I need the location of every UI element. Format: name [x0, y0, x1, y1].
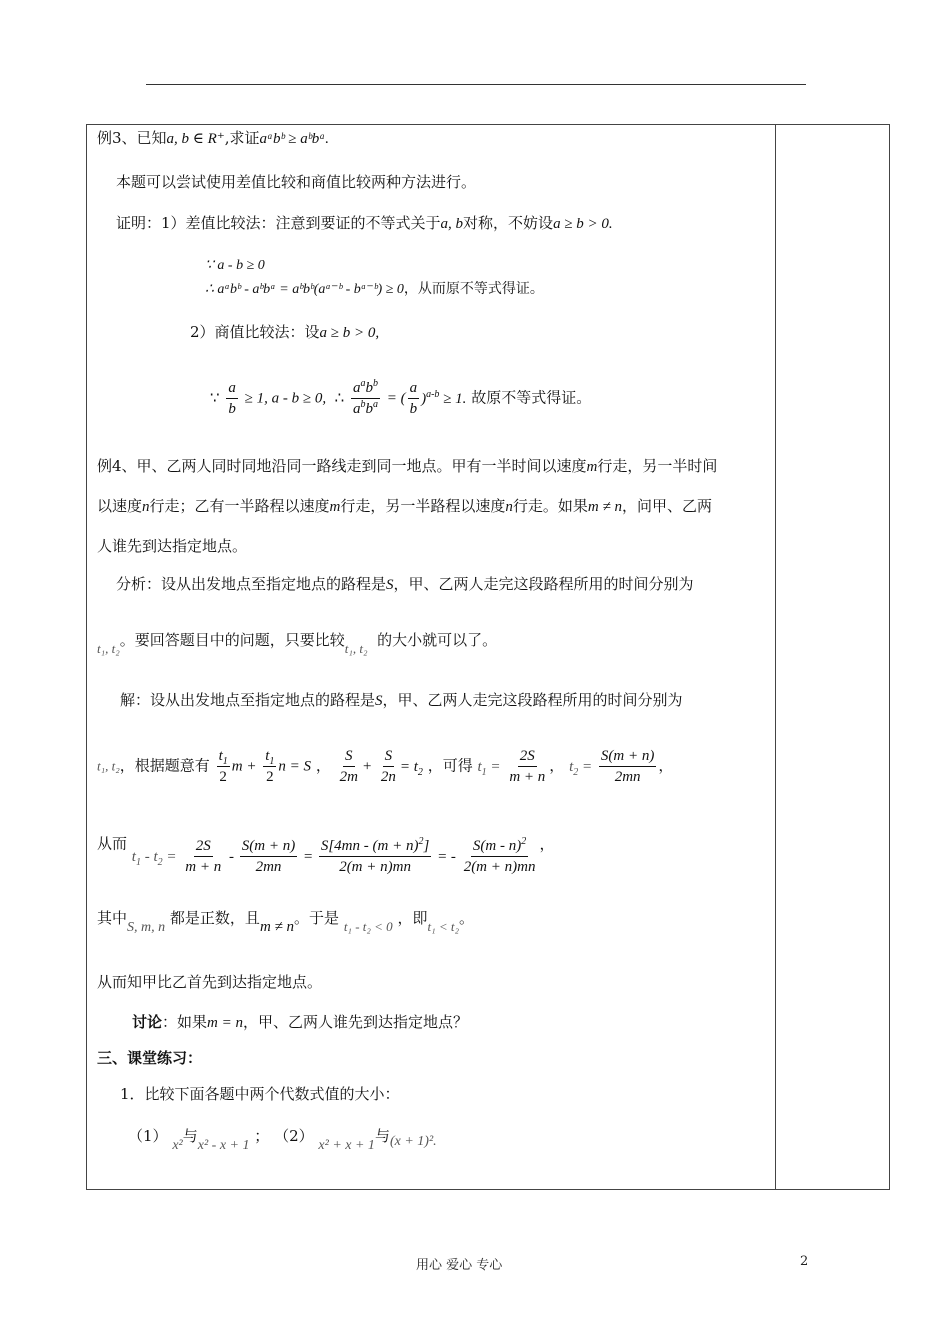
- table-column-divider: [775, 124, 776, 1190]
- footer-motto: 用心 爱心 专心: [416, 1258, 503, 1273]
- page-number: 2: [800, 1254, 809, 1269]
- example4-line1: 例4、甲、乙两人同时同地沿同一路线走到同一地点。甲有一半时间以速度m行走，另一半时间: [97, 457, 718, 475]
- example4-discussion: 讨论：如果m = n，甲、乙两人谁先到达指定地点？: [132, 1013, 469, 1031]
- example3-proof1: 证明：1）差值比较法：注意到要证的不等式关于a, b对称，不妨设a ≥ b > 0.: [116, 214, 613, 232]
- example3-step2: ∴ aᵃbᵇ - aᵇbᵃ = aᵇbᵇ(aᵃ⁻ᵇ - bᵃ⁻ᵇ) ≥ 0，从而原不等式得证。: [205, 281, 544, 297]
- example4-line2: 以速度n行走；乙有一半路程以速度m行走，另一半路程以速度n行走。如果m ≠ n，问甲、乙两: [97, 497, 712, 515]
- example4-solution-line1: 解：设从出发地点至指定地点的路程是S，甲、乙两人走完这段路程所用的时间分别为: [120, 691, 683, 709]
- example3-proof2: 2）商值比较法：设a ≥ b > 0,: [190, 323, 380, 341]
- example3-intro: 本题可以尝试使用差值比较和商值比较两种方法进行。: [116, 173, 477, 191]
- section3-heading: 三、课堂练习：: [97, 1049, 203, 1067]
- example3-step1: ∵ a - b ≥ 0: [205, 258, 265, 273]
- example3-statement: 例3、已知a, b ∈ R⁺,求证aᵃbᵇ ≥ aᵇbᵃ.: [97, 129, 330, 147]
- example4-analysis-line2: t₁, t₂。要回答题目中的问题，只要比较t₁, t₂ 的大小就可以了。: [97, 631, 498, 656]
- example4-solution-line2: t₁, t₂，根据题意有 $\frac{t_1}{2}$ m + $\frac{t_1}{2}$ n = S ， $\frac{S}{2m}$ + $\frac{S}{2n}$ = $t_2$ ，可得 $t_1$ = $\frac{2S}{m + n}$ ， $t_2$ = $\frac{S(m + n)}{2mn}$ ，: [97, 748, 674, 785]
- example4-where: 其中S, m, n 都是正数，且m ≠ n。于是 t₁ - t₂ < 0 ，即t₁ < t₂。: [97, 909, 475, 935]
- section3-question1: 1．比较下面各题中两个代数式值的大小：: [120, 1085, 400, 1103]
- example4-analysis-line1: 分析：设从出发地点至指定地点的路程是S，甲、乙两人走完这段路程所用的时间分别为: [116, 575, 694, 593]
- section3-problems: （1） x²与x² - x + 1 ； （2） x² + x + 1与(x + 1)².: [128, 1127, 437, 1153]
- example4-conclusion: 从而知甲比乙首先到达指定地点。: [97, 973, 323, 991]
- example3-step3: ∵ $\frac{a}{b}$ ≥ 1, a - b ≥ 0, ∴ $\frac{a^ab^b}{a^bb^a}$ = ( $\frac{a}{b}$ )$^{a-b}$ ≥ 1. 故原不等式得证。: [210, 378, 592, 417]
- header-rule: [146, 84, 806, 85]
- example4-difference: 从而 $t_1 - t_2$ = $\frac{2S}{m + n}$ - $\frac{S(m + n)}{2mn}$ = $\frac{S[4mn - (m + n)^2]}{2(m + n)mn}$ = - $\frac{S(m - n)^2}{2(m + n)mn}$ ，: [97, 834, 555, 875]
- example4-line3: 人谁先到达指定地点。: [97, 537, 248, 555]
